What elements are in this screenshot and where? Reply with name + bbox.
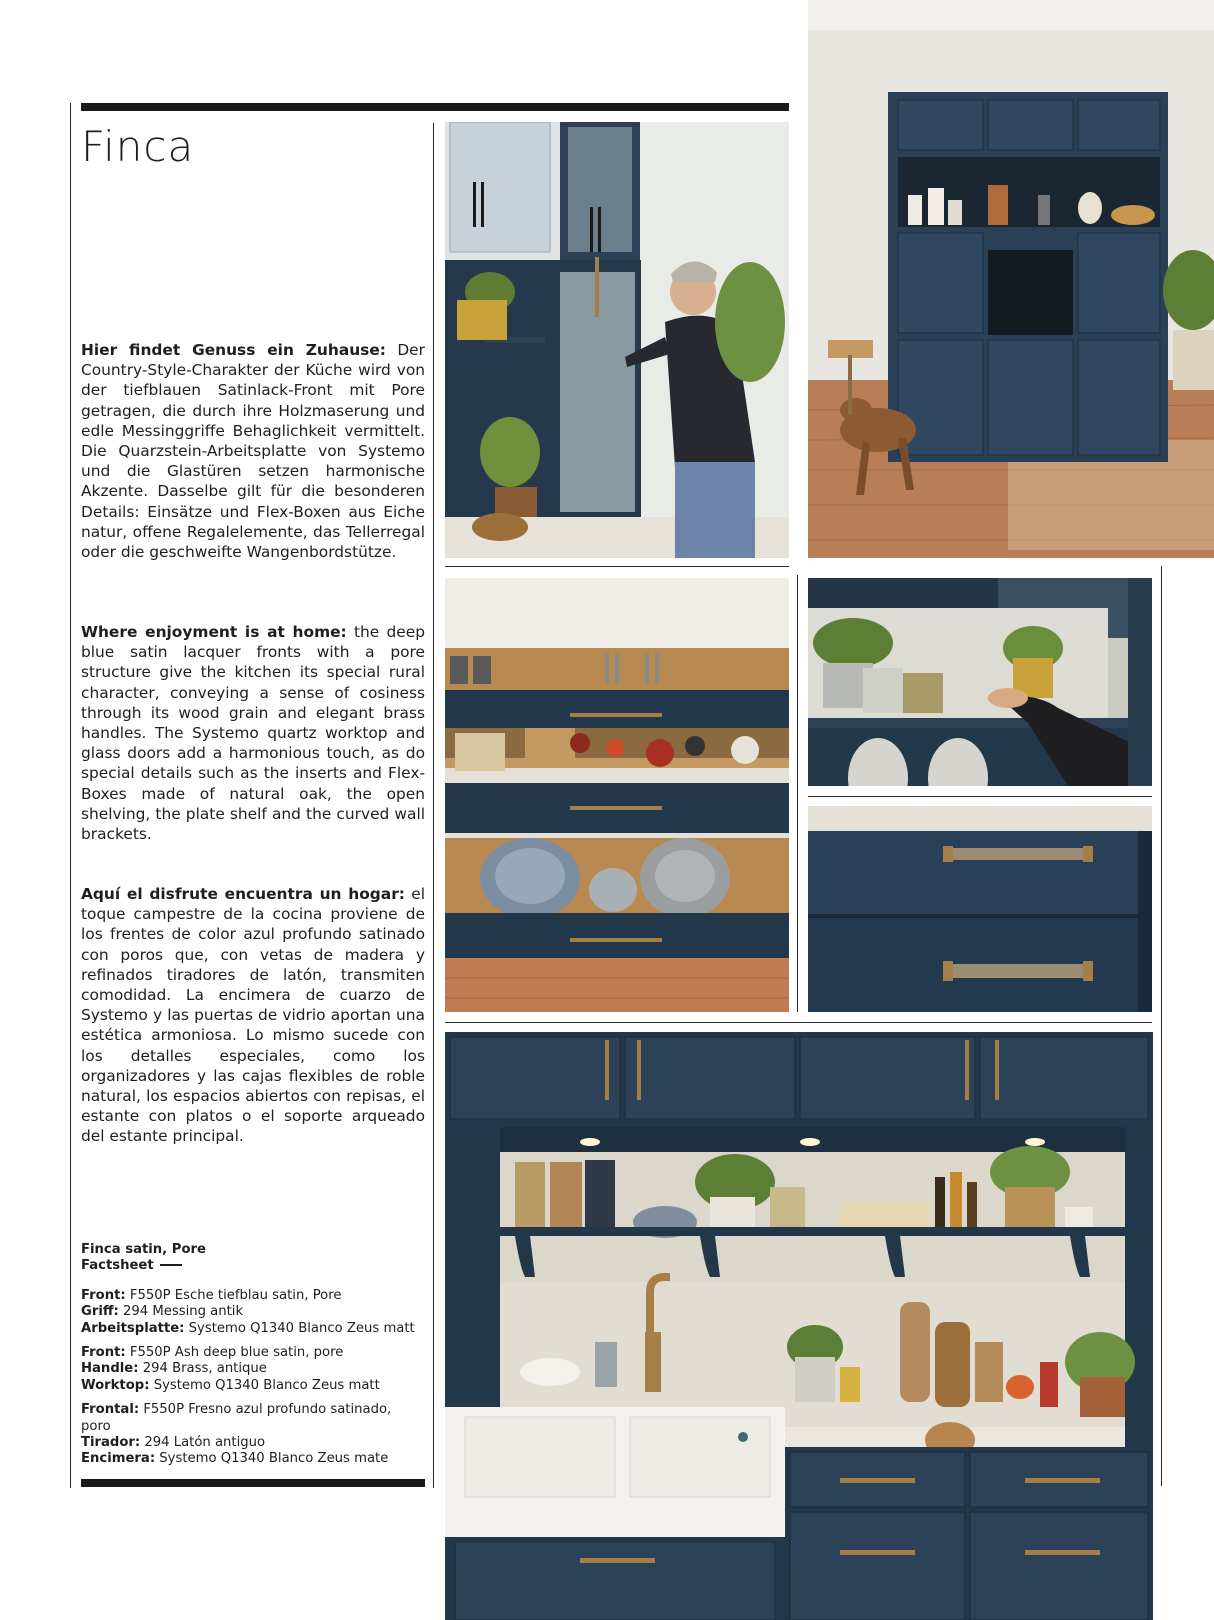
grid-line-v1	[797, 575, 798, 1012]
spec-line	[81, 1451, 425, 1467]
spec-value: F550P Fresno azul profundo satinado, poro	[81, 1402, 392, 1434]
spec-value: 294 Brass, antique	[138, 1361, 267, 1377]
factsheet	[81, 1242, 425, 1468]
text-spanish	[81, 884, 425, 1147]
spec-group-spanish	[81, 1402, 425, 1468]
top-heading-bar	[81, 103, 789, 111]
text-english	[81, 622, 425, 844]
spec-line	[81, 1321, 425, 1337]
photo-drawer-organizers	[445, 578, 789, 1012]
grid-line-v2	[1161, 566, 1162, 1486]
grid-line-h3	[445, 1022, 1152, 1023]
spec-line	[81, 1435, 425, 1451]
grid-line-h1	[445, 566, 789, 567]
spec-label: Front:	[81, 1287, 126, 1303]
spec-label: Front:	[81, 1345, 126, 1361]
spec-label: Encimera:	[81, 1451, 156, 1467]
factsheet-heading-row	[81, 1258, 425, 1274]
spec-value: 294 Latón antiguo	[140, 1435, 266, 1451]
photo-man-at-glass-cabinet	[445, 122, 789, 558]
spec-line	[81, 1378, 425, 1394]
factsheet-bottom-bar	[81, 1479, 425, 1487]
spec-label: Frontal:	[81, 1402, 140, 1418]
grid-line-h2	[808, 796, 1152, 797]
spec-label: Worktop:	[81, 1377, 150, 1393]
text-column-divider	[433, 123, 434, 1488]
spec-value: F550P Esche tiefblau satin, Pore	[125, 1287, 342, 1303]
spec-line	[81, 1288, 425, 1304]
spec-label: Handle:	[81, 1361, 139, 1377]
body-english: the deep blue satin lacquer fronts with a pore structure give the kitchen its special rural character, conveying a sense of cosiness through its wood grain and elegant brass handles. The Systemo quartz worktop and glass doors add a harmonious touch, as do special details such as the inserts and Flex-Boxes made of natural oak, the open shelving, the plate shelf and the curved wall brackets.	[81, 623, 425, 844]
lead-english: Where enjoyment is at home:	[81, 623, 347, 641]
spec-line	[81, 1304, 425, 1320]
spec-value: 294 Messing antik	[118, 1304, 244, 1320]
spec-label: Arbeitsplatte:	[81, 1320, 185, 1336]
spec-label: Tirador:	[81, 1435, 141, 1451]
factsheet-model: Finca satin, Pore	[81, 1242, 206, 1257]
spec-group-german	[81, 1288, 425, 1337]
body-spanish: el toque campestre de la cocina proviene de los frentes de color azul profundo satinado con poros que, con vetas de madera y refinados tiradores de latón, transmiten comodidad. La encimera de cuarzo de Systemo y las puertas de vidrio aportan una estética armoniosa. Lo mismo sucede con los detalles especiales, como los organizadores y las cajas flexibles de roble natural, los espacios abiertos con repisas, el estante con platos o el soporte arqueado del estante principal.	[81, 885, 425, 1146]
photo-tall-cabinet-with-dog	[808, 0, 1214, 558]
factsheet-heading: Factsheet	[81, 1258, 154, 1274]
spec-line	[81, 1345, 425, 1361]
left-margin-line	[70, 103, 71, 1488]
spec-label: Griff:	[81, 1304, 119, 1320]
spec-group-english	[81, 1345, 425, 1394]
lead-spanish: Aquí el disfrute encuentra un hogar:	[81, 885, 405, 903]
dash-divider	[160, 1264, 182, 1266]
spec-value: F550P Ash deep blue satin, pore	[125, 1345, 344, 1361]
lead-german: Hier findet Genuss ein Zuhause:	[81, 341, 386, 359]
spec-value: Systemo Q1340 Blanco Zeus matt	[149, 1377, 380, 1393]
spec-line	[81, 1361, 425, 1377]
spec-value: Systemo Q1340 Blanco Zeus matt	[184, 1320, 415, 1336]
spec-line	[81, 1402, 425, 1435]
text-german	[81, 340, 425, 562]
page-title: Finca	[81, 122, 195, 171]
body-german: Der Country-Style-Charakter der Küche wird von der tiefblauen Satinlack-Front mit Pore getragen, die durch ihre Holzmaserung und edle Messinggriffe Behaglichkeit vermittelt. Die Quarzstein-Arbeitsplatte von Systemo und die Glastüren setzen harmonische Akzente. Dasselbe gilt für die besonderen Details: Einsätze und Flex-Boxen aus Eiche natur, offene Regalelemente, das Tellerregal oder die geschweifte Wangenbordstütze.	[81, 341, 425, 562]
photo-shelf-with-hand	[808, 578, 1152, 786]
photo-drawer-handles-closeup	[808, 806, 1152, 1012]
spec-value: Systemo Q1340 Blanco Zeus mate	[155, 1451, 389, 1467]
photo-sink-and-open-shelf	[445, 1032, 1153, 1620]
